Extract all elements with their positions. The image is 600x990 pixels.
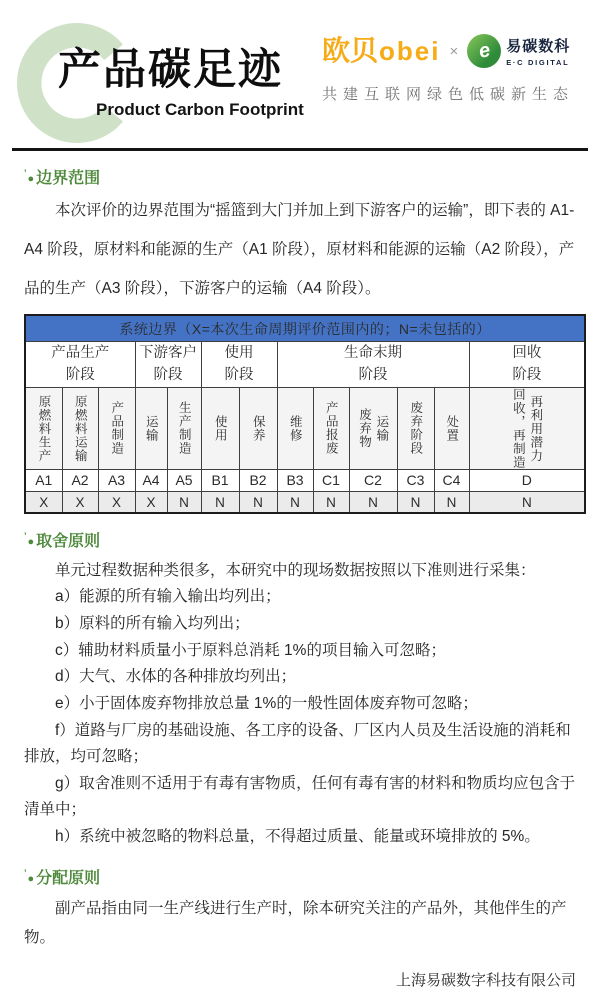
bullet-icon: ● (27, 173, 35, 185)
stage-code-A3: A3 (98, 469, 135, 491)
stage-label-line: 保养 (251, 414, 266, 442)
ec-leaf-icon (467, 34, 501, 68)
stage-label-line: 运输 (144, 414, 159, 442)
system-boundary-table (24, 314, 586, 514)
document-body (0, 168, 600, 990)
stage-label-lines (398, 388, 434, 469)
stage-label-row (25, 387, 585, 469)
section-title: 分配原则 (36, 869, 101, 887)
stage-label-lines (435, 388, 469, 469)
stage-code-B1: B1 (201, 469, 239, 491)
stage-flag-B2: N (239, 491, 277, 513)
table-title: 系统边界（X=本次生命周期评价范围内的；N=未包括的） (25, 315, 585, 341)
stage-label-D (469, 387, 585, 469)
stage-code-B3: B3 (277, 469, 313, 491)
stage-label-A3 (98, 387, 135, 469)
cutoff-item: a）能源的所有输入输出均列出； (55, 588, 281, 606)
stage-label-line: 使用 (213, 414, 228, 442)
stage-label-C1 (313, 387, 349, 469)
stage-flag-C4: N (434, 491, 469, 513)
stage-label-A5 (167, 387, 201, 469)
stage-label-line: 原燃料生产 (36, 394, 51, 463)
stage-group-sub: 阶段 (224, 367, 254, 384)
stage-flag-A4: X (135, 491, 167, 513)
stage-label-line: 废弃阶段 (408, 401, 423, 456)
stage-label-line: 生产制造 (177, 401, 192, 456)
stage-flag-A5: N (167, 491, 201, 513)
stage-flag-A2: X (62, 491, 98, 513)
stage-code-A5: A5 (167, 469, 201, 491)
stage-label-line: 产品制造 (109, 401, 124, 456)
stage-label-lines (136, 388, 167, 469)
page-subtitle: Product Carbon Footprint (96, 100, 304, 119)
table-title-row (25, 315, 585, 341)
obei-logo (322, 37, 440, 65)
stage-flag-C2: N (349, 491, 397, 513)
stage-flag-A3: X (98, 491, 135, 513)
stage-group-header (277, 341, 469, 387)
cutoff-item: h）系统中被忽略的物料总量，不得超过质量、能量或环境排放的 5%。 (55, 828, 540, 846)
stage-label-line: 废弃物 (357, 408, 372, 449)
logo-row (322, 34, 580, 68)
stage-label-line: 维修 (288, 414, 303, 442)
stage-code-B2: B2 (239, 469, 277, 491)
obei-logo-zh: 欧贝 (322, 35, 379, 66)
stage-label-lines (470, 388, 585, 469)
section-title: 取舍原则 (36, 533, 101, 551)
stage-code-A2: A2 (62, 469, 98, 491)
stage-group-name: 回收 (512, 344, 542, 361)
stage-label-A1 (25, 387, 62, 469)
stage-flag-B3: N (277, 491, 313, 513)
stage-label-C4 (434, 387, 469, 469)
stage-label-lines (350, 388, 397, 469)
obei-logo-en: obei (379, 36, 441, 66)
section-heading-cutoff (24, 531, 576, 551)
stage-group-header (25, 341, 135, 387)
stage-group-sub: 阶段 (153, 367, 183, 384)
stage-label-A4 (135, 387, 167, 469)
cutoff-list (24, 584, 576, 851)
ec-leaf-letter: e (476, 39, 492, 63)
stage-group-name: 下游客户 (139, 344, 197, 361)
cutoff-item: d）大气、水体的各种排放均列出； (55, 668, 297, 686)
stage-flag-row (25, 491, 585, 513)
stage-label-line: 产品报废 (324, 401, 339, 456)
stage-code-C1: C1 (313, 469, 349, 491)
stage-label-lines (26, 388, 62, 469)
bullet-tick-icon: ’ (24, 168, 27, 178)
stage-label-lines (278, 388, 313, 469)
ec-logo-text (506, 35, 570, 67)
stage-label-B2 (239, 387, 277, 469)
stage-flag-C1: N (313, 491, 349, 513)
cutoff-item: c）辅助材料质量小于原料总消耗 1%的项目输入可忽略； (55, 641, 446, 659)
stage-code-C2: C2 (349, 469, 397, 491)
page-title: 产品碳足迹 (58, 46, 283, 94)
cutoff-item: b）原料的所有输入均列出； (55, 614, 250, 632)
stage-code-C4: C4 (434, 469, 469, 491)
stage-label-lines (168, 388, 201, 469)
stage-label-lines (63, 388, 98, 469)
section-heading-boundary (24, 168, 576, 188)
stage-label-line: 回收，再制造 (511, 387, 526, 469)
bullet-icon: ● (27, 872, 35, 885)
ec-digital-logo (467, 34, 570, 68)
title-block (58, 0, 322, 120)
stage-group-header (469, 341, 585, 387)
stage-group-header (201, 341, 277, 387)
stage-label-lines (99, 388, 135, 469)
cutoff-item: f）道路与厂房的基础设施、各工序的设备、厂区内人员及生活设施的消耗和排放，均可忽略； (24, 721, 571, 766)
stage-label-lines (202, 388, 239, 469)
stage-group-sub: 阶段 (65, 367, 95, 384)
stage-label-line: 再利用潜力 (528, 394, 543, 463)
stage-group-name: 使用 (224, 344, 254, 361)
stage-flag-D: N (469, 491, 585, 513)
stage-code-A4: A4 (135, 469, 167, 491)
stage-code-C3: C3 (397, 469, 434, 491)
stage-flag-C3: N (397, 491, 434, 513)
collab-x-icon: × (449, 42, 459, 60)
stage-group-sub: 阶段 (358, 367, 388, 384)
stage-label-line: 处置 (444, 414, 459, 442)
stage-group-sub: 阶段 (512, 367, 542, 384)
stage-label-A2 (62, 387, 98, 469)
stage-label-lines (314, 388, 349, 469)
stage-label-C3 (397, 387, 434, 469)
cutoff-item: g）取舍准则不适用于有毒有害物质，任何有毒有害的材料和物质均应包含于清单中； (24, 774, 576, 819)
stage-label-B3 (277, 387, 313, 469)
cutoff-item: e）小于固体废弃物排放总量 1%的一般性固体废弃物可忽略； (55, 694, 478, 712)
cutoff-intro: 单元过程数据种类很多，本研究中的现场数据按照以下准则进行采集： (55, 561, 536, 579)
stage-group-name: 生命末期 (344, 344, 402, 361)
bullet-tick-icon: ’ (24, 867, 27, 878)
company-footer: 上海易碳数字科技有限公司 (395, 971, 576, 989)
section-title: 边界范围 (36, 170, 101, 187)
stage-flag-A1: X (25, 491, 62, 513)
partner-logos (322, 34, 580, 104)
bullet-icon: ● (27, 536, 35, 549)
section-heading-allocation (24, 868, 576, 888)
stage-group-row (25, 341, 585, 387)
ec-logo-subtitle: E·C DIGITAL (506, 58, 570, 67)
stage-label-line: 运输 (374, 414, 389, 442)
header (0, 0, 600, 128)
stage-label-B1 (201, 387, 239, 469)
stage-label-C2 (349, 387, 397, 469)
bullet-tick-icon: ’ (24, 531, 27, 542)
stage-code-A1: A1 (25, 469, 62, 491)
stage-code-row (25, 469, 585, 491)
stage-group-header (135, 341, 201, 387)
stage-group-name: 产品生产 (51, 344, 110, 361)
stage-flag-B1: N (201, 491, 239, 513)
allocation-paragraph: 副产品指由同一生产线进行生产时，除本研究关注的产品外，其他伴生的产物。 (24, 899, 567, 947)
stage-label-line: 原燃料运输 (73, 394, 88, 463)
brand-block (22, 0, 322, 128)
header-divider (12, 148, 588, 151)
ec-logo-name: 易碳数科 (506, 38, 571, 55)
brand-tagline: 共建互联网绿色低碳新生态 (322, 86, 575, 103)
boundary-paragraph: 本次评价的边界范围为“摇篮到大门并加上到下游客户的运输”，即下表的 A1-A4 阶段，原材料和能源的生产（A1 阶段），原材料和能源的运输（A2 阶段），产品的生产（A3 阶段），下游客户的运输（A4 阶段）。 (24, 202, 575, 297)
stage-code-D: D (469, 469, 585, 491)
stage-label-lines (240, 388, 277, 469)
